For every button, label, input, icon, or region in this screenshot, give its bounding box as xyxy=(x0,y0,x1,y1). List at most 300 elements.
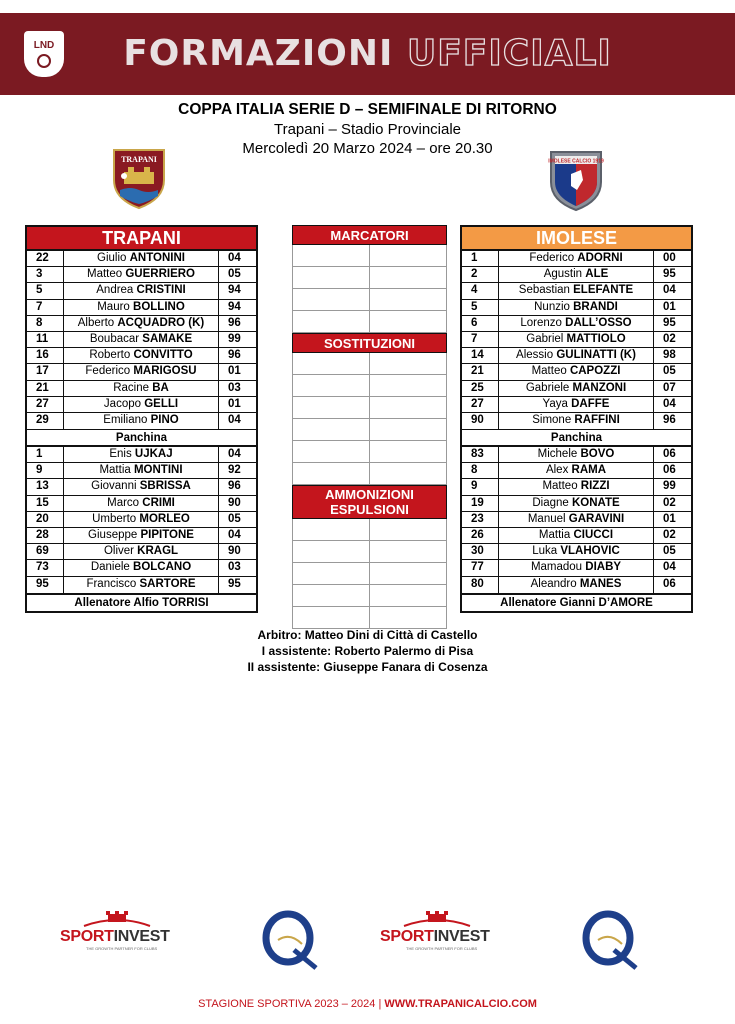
sportinvest-tagline: THE GROWTH PARTNER FOR CLUBS xyxy=(86,946,158,951)
player-row xyxy=(27,528,256,544)
player-name xyxy=(499,560,654,575)
cards-grid xyxy=(292,519,447,629)
event-row xyxy=(293,419,446,441)
player-name xyxy=(499,479,654,494)
player-last-name: GARAVINI xyxy=(568,512,625,525)
player-row xyxy=(462,512,691,528)
shirt-number: 9 xyxy=(27,463,64,478)
player-first-name: Sebastian xyxy=(518,284,574,297)
birth-year: 00 xyxy=(663,252,676,264)
shirt-number: 16 xyxy=(27,348,64,363)
player-last-name: DIABY xyxy=(585,561,622,574)
player-last-name: DALL’OSSO xyxy=(565,316,632,329)
assistant-referee-2: II assistente: Giuseppe Fanara di Cosenza xyxy=(247,660,488,674)
player-row xyxy=(462,283,691,299)
shirt-number: 27 xyxy=(27,397,64,412)
shirt-number: 30 xyxy=(462,544,499,559)
player-last-name: KRAGL xyxy=(137,545,179,558)
sportinvest-logo xyxy=(60,910,190,950)
player-first-name: Giovanni xyxy=(91,480,140,493)
player-row xyxy=(27,413,256,429)
q-sponsor-logo-icon xyxy=(258,910,320,970)
player-name xyxy=(499,364,654,379)
player-first-name: Matteo xyxy=(531,365,570,378)
player-last-name: MONTINI xyxy=(133,464,183,477)
player-name xyxy=(64,528,219,543)
trapani-crest-icon xyxy=(110,146,168,210)
birth-year: 96 xyxy=(228,349,241,362)
player-name xyxy=(64,300,219,315)
player-name xyxy=(499,496,654,511)
birth-year: 04 xyxy=(228,413,241,426)
player-first-name: Enis xyxy=(109,448,135,461)
player-last-name: RIZZI xyxy=(580,480,610,493)
player-name xyxy=(64,463,219,478)
away-lineup-table xyxy=(460,225,693,613)
player-first-name: Michele xyxy=(537,448,581,461)
player-last-name: GELLI xyxy=(144,397,179,410)
birth-year: 95 xyxy=(663,316,676,329)
home-bench xyxy=(27,447,256,593)
player-row xyxy=(462,348,691,364)
player-first-name: Mauro xyxy=(97,300,134,313)
birth-year: 03 xyxy=(228,561,241,574)
player-name xyxy=(64,413,219,429)
shirt-number: 80 xyxy=(462,577,499,593)
player-first-name: Yaya xyxy=(542,397,572,410)
player-name xyxy=(499,544,654,559)
player-last-name: RAMA xyxy=(571,464,607,477)
player-name xyxy=(499,251,654,266)
player-first-name: Federico xyxy=(85,365,134,378)
player-name xyxy=(64,479,219,494)
player-first-name: Alberto xyxy=(77,316,118,329)
shirt-number: 19 xyxy=(462,496,499,511)
player-first-name: Andrea xyxy=(96,284,137,297)
player-name xyxy=(64,267,219,282)
player-last-name: MATTIOLO xyxy=(566,332,626,345)
player-last-name: DAFFE xyxy=(571,397,610,410)
birth-year: 06 xyxy=(663,577,676,590)
birth-year: 04 xyxy=(228,448,241,461)
birth-year: 92 xyxy=(228,464,241,477)
birth-year: 94 xyxy=(228,284,241,297)
q-sponsor-logo-icon xyxy=(578,910,640,970)
birth-year: 04 xyxy=(228,529,241,541)
birth-year: 04 xyxy=(663,561,676,574)
player-last-name: GULINATTI (K) xyxy=(556,349,636,362)
shirt-number: 21 xyxy=(462,364,499,379)
player-name xyxy=(499,528,654,543)
player-row xyxy=(27,332,256,348)
event-row xyxy=(293,397,446,419)
player-row xyxy=(27,300,256,316)
player-last-name: RAFFINI xyxy=(574,413,620,426)
footer xyxy=(0,998,735,1010)
player-name xyxy=(64,251,219,266)
shirt-number: 8 xyxy=(27,316,64,331)
player-row xyxy=(27,463,256,479)
shirt-number: 22 xyxy=(27,251,64,266)
player-name xyxy=(499,381,654,396)
substitutions-header: SOSTITUZIONI xyxy=(292,333,447,353)
player-first-name: Agustin xyxy=(543,268,586,281)
away-bench-label: Panchina xyxy=(462,429,691,447)
player-last-name: MANZONI xyxy=(572,381,627,394)
player-first-name: Alessio xyxy=(516,349,557,362)
shirt-number: 77 xyxy=(462,560,499,575)
player-first-name: Alex xyxy=(545,464,572,477)
event-row xyxy=(293,245,446,267)
player-name xyxy=(499,332,654,347)
player-last-name: ALE xyxy=(585,268,609,281)
player-row xyxy=(27,267,256,283)
player-first-name: Aleandro xyxy=(530,577,580,590)
player-row xyxy=(27,544,256,560)
player-row xyxy=(27,496,256,512)
player-row xyxy=(27,251,256,267)
player-first-name: Boubacar xyxy=(89,332,143,345)
player-first-name: Giulio xyxy=(97,252,130,264)
player-row xyxy=(462,463,691,479)
player-row xyxy=(27,283,256,299)
player-first-name: Mattia xyxy=(538,529,574,541)
birth-year: 05 xyxy=(228,268,241,281)
player-row xyxy=(462,560,691,576)
match-datetime: Mercoledì 20 Marzo 2024 – ore 20.30 xyxy=(242,140,493,157)
trapani-crest-text: TRAPANI xyxy=(121,155,157,164)
event-row xyxy=(293,375,446,397)
player-name xyxy=(64,348,219,363)
player-last-name: MORLEO xyxy=(139,512,190,525)
event-row xyxy=(293,607,446,629)
player-first-name: Mamadou xyxy=(530,561,586,574)
match-venue: Trapani – Stadio Provinciale xyxy=(273,121,462,138)
birth-year: 94 xyxy=(228,300,241,313)
player-row xyxy=(27,577,256,593)
footer-website-link[interactable]: WWW.TRAPANICALCIO.COM xyxy=(384,998,537,1010)
player-name xyxy=(499,316,654,331)
shirt-number: 90 xyxy=(462,413,499,429)
sportinvest-tagline: THE GROWTH PARTNER FOR CLUBS xyxy=(406,946,478,951)
player-first-name: Matteo xyxy=(86,268,126,281)
player-row xyxy=(27,560,256,576)
player-last-name: GUERRIERO xyxy=(125,268,195,281)
player-first-name: Gabriel xyxy=(526,332,567,345)
player-name xyxy=(64,512,219,527)
player-row xyxy=(462,300,691,316)
player-first-name: Gabriele xyxy=(525,381,573,394)
player-name xyxy=(64,496,219,511)
player-row xyxy=(462,479,691,495)
player-last-name: CIUCCI xyxy=(573,529,614,541)
player-first-name: Lorenzo xyxy=(520,316,566,329)
birth-year: 96 xyxy=(663,413,676,426)
birth-year: 02 xyxy=(663,496,676,509)
referee: Arbitro: Matteo Dini di Città di Castello xyxy=(257,628,478,642)
player-last-name: CAPOZZI xyxy=(569,365,621,378)
player-first-name: Oliver xyxy=(103,545,138,558)
cards-header xyxy=(292,485,447,519)
birth-year: 02 xyxy=(663,529,676,541)
player-first-name: Matteo xyxy=(542,480,581,493)
shirt-number: 73 xyxy=(27,560,64,575)
player-name xyxy=(499,283,654,298)
home-starters xyxy=(27,251,256,429)
player-last-name: MANES xyxy=(579,577,622,590)
player-first-name: Nunzio xyxy=(534,300,574,313)
player-last-name: VLAHOVIC xyxy=(560,545,620,558)
player-first-name: Francisco xyxy=(86,577,140,590)
event-row xyxy=(293,463,446,485)
event-row xyxy=(293,541,446,563)
player-first-name: Mattia xyxy=(99,464,134,477)
birth-year: 04 xyxy=(663,397,676,410)
assistant-referee-1: I assistente: Roberto Palermo di Pisa xyxy=(261,644,474,658)
birth-year: 06 xyxy=(663,448,676,461)
player-row xyxy=(462,397,691,413)
shirt-number: 26 xyxy=(462,528,499,543)
event-row xyxy=(293,563,446,585)
player-last-name: SARTORE xyxy=(139,577,196,590)
birth-year: 90 xyxy=(228,496,241,509)
banner-title xyxy=(0,33,735,74)
header-banner xyxy=(0,13,735,95)
player-last-name: BOVO xyxy=(580,448,615,461)
player-first-name: Daniele xyxy=(90,561,134,574)
shirt-number: 21 xyxy=(27,381,64,396)
competition-title: COPPA ITALIA SERIE D – SEMIFINALE DI RITORNO xyxy=(178,101,557,118)
player-first-name: Federico xyxy=(529,252,578,264)
player-name xyxy=(64,332,219,347)
player-name xyxy=(499,397,654,412)
shirt-number: 83 xyxy=(462,447,499,462)
player-last-name: MARIGOSU xyxy=(133,365,197,378)
player-row xyxy=(27,479,256,495)
home-lineup-table xyxy=(25,225,258,613)
sportinvest-logo-2 xyxy=(380,910,510,950)
player-name xyxy=(64,364,219,379)
shirt-number: 20 xyxy=(27,512,64,527)
player-last-name: PIPITONE xyxy=(140,529,194,541)
birth-year: 99 xyxy=(228,332,241,345)
birth-year: 04 xyxy=(228,252,241,264)
cards-header-line2: ESPULSIONI xyxy=(330,502,409,517)
player-row xyxy=(27,512,256,528)
match-events-column xyxy=(292,225,447,629)
event-row xyxy=(293,519,446,541)
lnd-logo-text: LND xyxy=(33,39,55,51)
player-name xyxy=(499,512,654,527)
player-last-name: KONATE xyxy=(571,496,620,509)
banner-title-part2: UFFICIALI xyxy=(406,33,612,74)
player-last-name: BOLCANO xyxy=(133,561,192,574)
shirt-number: 14 xyxy=(462,348,499,363)
player-first-name: Diagne xyxy=(532,496,572,509)
birth-year: 90 xyxy=(228,545,241,558)
player-first-name: Luka xyxy=(532,545,561,558)
birth-year: 01 xyxy=(228,365,241,378)
player-name xyxy=(64,544,219,559)
player-name xyxy=(499,413,654,429)
player-first-name: Marco xyxy=(107,496,143,509)
player-row xyxy=(27,348,256,364)
event-row xyxy=(293,311,446,333)
shirt-number: 13 xyxy=(27,479,64,494)
event-row xyxy=(293,441,446,463)
birth-year: 95 xyxy=(228,577,241,590)
player-first-name: Racine xyxy=(113,381,153,394)
shirt-number: 6 xyxy=(462,316,499,331)
event-row xyxy=(293,267,446,289)
event-row xyxy=(293,585,446,607)
sportinvest-castle-icon xyxy=(402,910,472,928)
player-name xyxy=(64,397,219,412)
shirt-number: 9 xyxy=(462,479,499,494)
player-first-name: Umberto xyxy=(92,512,140,525)
shirt-number: 69 xyxy=(27,544,64,559)
player-name xyxy=(64,577,219,593)
player-name xyxy=(499,348,654,363)
player-first-name: Jacopo xyxy=(103,397,145,410)
player-row xyxy=(462,381,691,397)
player-name xyxy=(64,316,219,331)
home-team-name: TRAPANI xyxy=(27,227,256,251)
player-name xyxy=(499,300,654,315)
match-officials xyxy=(0,627,735,675)
player-first-name: Roberto xyxy=(89,349,134,362)
player-row xyxy=(462,267,691,283)
player-last-name: ANTONINI xyxy=(129,252,185,264)
player-last-name: SAMAKE xyxy=(142,332,193,345)
home-coach: Allenatore Alfio TORRISI xyxy=(27,593,256,611)
birth-year: 98 xyxy=(663,349,676,362)
birth-year: 95 xyxy=(663,268,676,281)
player-row xyxy=(462,496,691,512)
player-name xyxy=(499,267,654,282)
cards-header-line1: AMMONIZIONI xyxy=(325,487,414,502)
player-last-name: BRANDI xyxy=(573,300,618,313)
player-name xyxy=(64,283,219,298)
birth-year: 06 xyxy=(663,464,676,477)
shirt-number: 3 xyxy=(27,267,64,282)
away-team-name: IMOLESE xyxy=(462,227,691,251)
player-last-name: BOLLINO xyxy=(133,300,185,313)
player-row xyxy=(27,381,256,397)
player-row xyxy=(27,364,256,380)
birth-year: 96 xyxy=(228,480,241,493)
player-name xyxy=(499,577,654,593)
player-last-name: ACQUADRO (K) xyxy=(117,316,205,329)
player-row xyxy=(27,447,256,463)
away-coach: Allenatore Gianni D’AMORE xyxy=(462,593,691,611)
player-last-name: CRISTINI xyxy=(136,284,186,297)
substitutions-grid xyxy=(292,353,447,485)
birth-year: 01 xyxy=(663,512,676,525)
birth-year: 04 xyxy=(663,284,676,297)
player-first-name: Manuel xyxy=(527,512,569,525)
imolese-crest-icon xyxy=(547,148,605,212)
player-row xyxy=(462,364,691,380)
player-name xyxy=(499,463,654,478)
birth-year: 01 xyxy=(663,300,676,313)
player-row xyxy=(462,528,691,544)
shirt-number: 28 xyxy=(27,528,64,543)
player-last-name: BA xyxy=(152,381,169,394)
shirt-number: 29 xyxy=(27,413,64,429)
shirt-number: 7 xyxy=(27,300,64,315)
player-last-name: CONVITTO xyxy=(133,349,193,362)
birth-year: 07 xyxy=(663,381,676,394)
away-bench xyxy=(462,447,691,593)
home-bench-label: Panchina xyxy=(27,429,256,447)
shirt-number: 25 xyxy=(462,381,499,396)
birth-year: 03 xyxy=(228,381,241,394)
player-row xyxy=(462,413,691,429)
imolese-crest-text: IMOLESE CALCIO 1919 xyxy=(548,158,604,165)
birth-year: 99 xyxy=(663,480,676,493)
player-name xyxy=(64,381,219,396)
event-row xyxy=(293,289,446,311)
player-last-name: SBRISSA xyxy=(139,480,191,493)
footer-season: STAGIONE SPORTIVA 2023 – 2024 | xyxy=(198,998,385,1010)
shirt-number: 7 xyxy=(462,332,499,347)
birth-year: 05 xyxy=(663,545,676,558)
shirt-number: 11 xyxy=(27,332,64,347)
player-last-name: ADORNI xyxy=(577,252,623,264)
player-first-name: Emiliano xyxy=(103,413,151,426)
sportinvest-wordmark: SPORTINVEST xyxy=(60,928,170,945)
birth-year: 05 xyxy=(663,365,676,378)
shirt-number: 8 xyxy=(462,463,499,478)
birth-year: 96 xyxy=(228,316,241,329)
sportinvest-castle-icon xyxy=(82,910,152,928)
player-row xyxy=(462,332,691,348)
shirt-number: 5 xyxy=(462,300,499,315)
player-name xyxy=(64,447,219,462)
birth-year: 05 xyxy=(228,512,241,525)
shirt-number: 15 xyxy=(27,496,64,511)
player-row xyxy=(27,397,256,413)
player-row xyxy=(462,577,691,593)
birth-year: 01 xyxy=(228,397,241,410)
player-last-name: CRIMI xyxy=(142,496,175,509)
event-row xyxy=(293,353,446,375)
shirt-number: 4 xyxy=(462,283,499,298)
shirt-number: 95 xyxy=(27,577,64,593)
sportinvest-wordmark: SPORTINVEST xyxy=(380,928,490,945)
player-last-name: PINO xyxy=(150,413,179,426)
player-first-name: Simone xyxy=(532,413,575,426)
player-row xyxy=(462,316,691,332)
player-first-name: Giuseppe xyxy=(88,529,141,541)
player-last-name: UJKAJ xyxy=(134,448,173,461)
shirt-number: 1 xyxy=(27,447,64,462)
player-row xyxy=(462,447,691,463)
player-name xyxy=(64,560,219,575)
scorers-header: MARCATORI xyxy=(292,225,447,245)
shirt-number: 23 xyxy=(462,512,499,527)
player-last-name: ELEFANTE xyxy=(573,284,634,297)
shirt-number: 27 xyxy=(462,397,499,412)
away-starters xyxy=(462,251,691,429)
player-row xyxy=(462,251,691,267)
player-row xyxy=(462,544,691,560)
banner-title-part1: FORMAZIONI xyxy=(123,33,394,74)
birth-year: 02 xyxy=(663,332,676,345)
shirt-number: 5 xyxy=(27,283,64,298)
player-name xyxy=(499,447,654,462)
